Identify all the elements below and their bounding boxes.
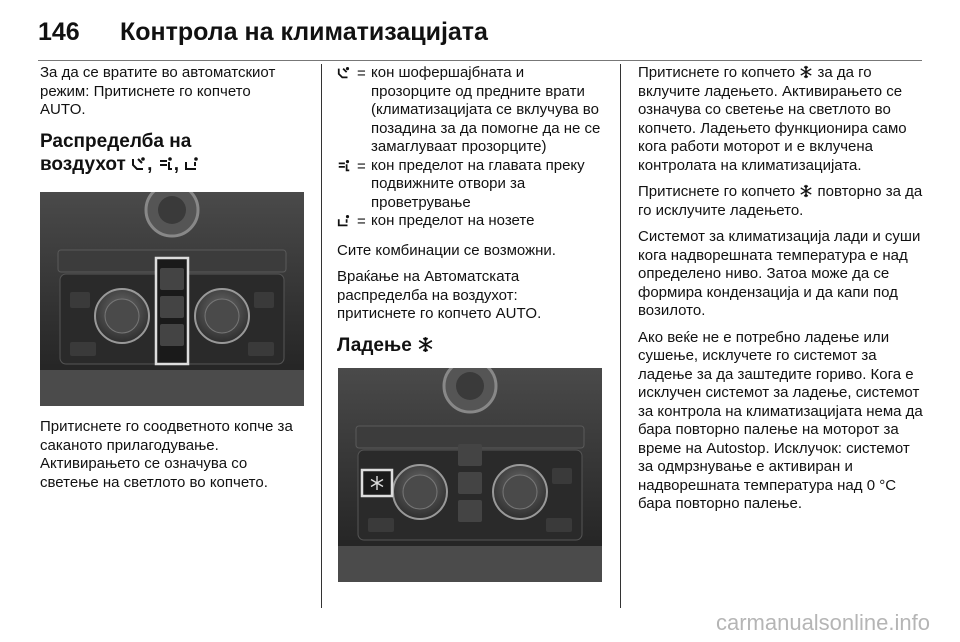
snowflake-icon	[799, 184, 813, 198]
caption-paragraph: Притиснете го соодветното копче за саканото прилагодување. Активирањето се означува со светење на светлото во копчето.	[40, 418, 293, 491]
all-combinations-text: Сите комбинации се возможни.	[337, 241, 556, 259]
cooling-heading: Ладење	[337, 334, 607, 357]
cooling-panel-photo	[338, 368, 602, 582]
page-number: 146	[38, 18, 80, 46]
cooling-off-paragraph: Притиснете го копчето повторно за да го исклучите ладењето.	[638, 183, 923, 219]
air-distribution-panel-photo	[40, 192, 304, 406]
fuel-saving-paragraph: Ако веќе не е потребно ладење или сушење, исклучете го системот за ладење за да заштедите гориво. Кога е исклучен системот за ладење, системот за контрола на климатизацијата нема да бара повторно палење на моторот за време на Autostop. Исклучок: системот за одмрзнување е активиран и надворешната температура над 0 °C бара повторно палење.	[638, 328, 923, 512]
definition-windshield: кон шофершајбната и прозорците од предните врати (климатизацијата се вклучува во позадина за да помогне да не се замаглуваат прозорците)	[371, 64, 601, 155]
airflow-definitions: = кон шофершајбната и прозорците од предните врати (климатизацијата се вклучува во позадина за да помогне да не се замаглуваат прозорците) = кон пределот на главата преку подвижните отвори за проветрување = кон пределот на нозете	[337, 64, 607, 232]
climate-panel-illustration	[338, 368, 602, 582]
column-1	[40, 64, 308, 184]
snowflake-icon	[799, 65, 813, 79]
page-title: Контрола на климатизацијата	[120, 18, 488, 46]
intro-paragraph: За да се вратите во автоматскиот режим: Притиснете го копчето AUTO.	[40, 64, 276, 118]
column-divider-2	[620, 64, 621, 608]
definition-head: кон пределот на главата преку подвижните отвори за проветрување	[371, 156, 585, 211]
feet-airflow-icon	[337, 214, 351, 228]
page-header	[38, 14, 922, 61]
watermark: carmanualsonline.info	[715, 610, 930, 635]
definition-feet: кон пределот на нозете	[371, 212, 535, 229]
column-1-caption	[40, 418, 308, 500]
feet-airflow-icon	[184, 156, 200, 172]
windshield-feet-airflow-icon	[131, 156, 147, 172]
column-3	[638, 64, 924, 522]
air-distribution-heading: Распределба на воздухот , ,	[40, 130, 308, 176]
head-airflow-icon	[158, 156, 174, 172]
climate-panel-illustration	[40, 192, 304, 406]
auto-label: AUTO	[495, 305, 538, 322]
cooling-on-paragraph: Притиснете го копчето за да го вклучите ладењето. Активирањето се означува со светење на светлото во копчето. Ладењето функционира само кога работи моторот и е вклучена контролата на климатизацијата.	[638, 64, 907, 174]
auto-label: AUTO	[40, 101, 82, 118]
column-2	[337, 64, 607, 365]
condensation-paragraph: Системот за климатизација лади и суши кога надворешната температура е над определено ниво. Затоа може да се формира кондензација и да капи под возилото.	[638, 228, 921, 319]
windshield-feet-airflow-icon	[337, 66, 351, 80]
snowflake-icon	[417, 336, 434, 353]
return-auto-paragraph: Враќање на Автоматската распределба на воздухот: притиснете го копчето AUTO.	[337, 268, 542, 322]
head-airflow-icon	[337, 159, 351, 173]
column-divider-1	[321, 64, 322, 608]
